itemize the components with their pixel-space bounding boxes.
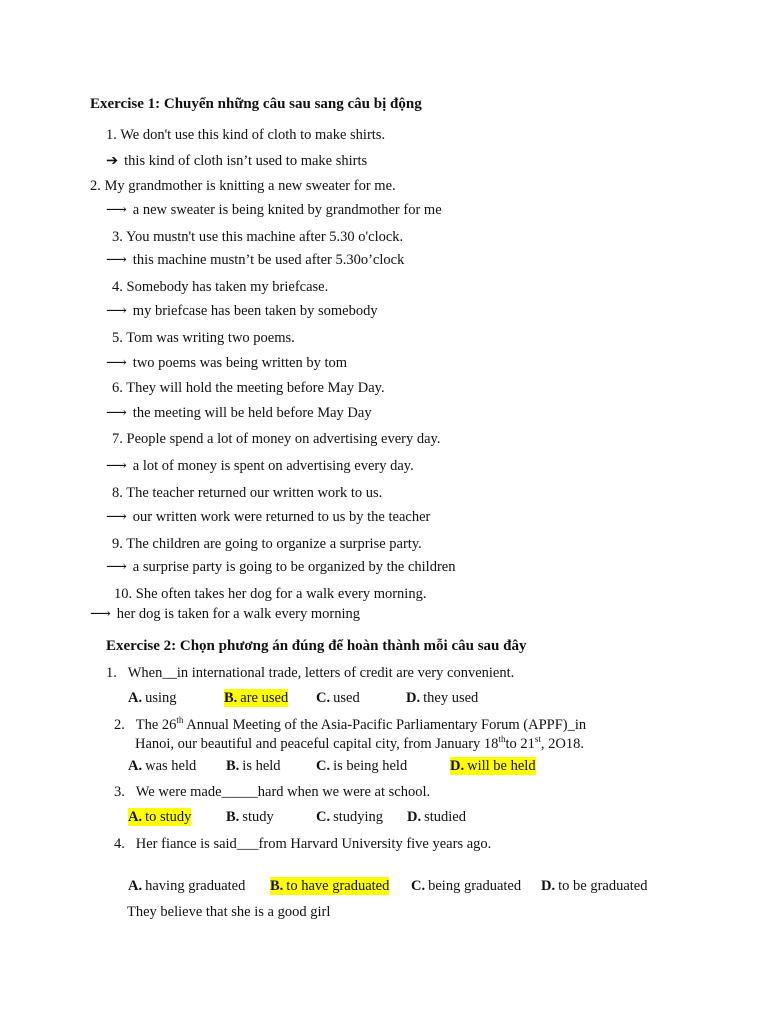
option-d-highlighted[interactable]: D. will be held [450, 758, 536, 774]
option-b[interactable]: B. study [226, 809, 274, 825]
option-a-highlighted[interactable]: A. to study [128, 809, 192, 825]
ex1-question-7: 7. People spend a lot of money on advertising every day. [112, 431, 441, 447]
option-d[interactable]: D. studied [407, 809, 466, 825]
ex1-answer-6: ⟶ the meeting will be held before May Day [106, 405, 372, 421]
option-c[interactable]: C. used [316, 690, 360, 706]
ex1-question-9: 9. The children are going to organize a surprise party. [112, 536, 422, 552]
ex2-q4-options [128, 877, 728, 897]
option-c[interactable]: C. is being held [316, 758, 408, 774]
ex2-q3-options [128, 808, 728, 828]
option-b-highlighted[interactable]: B. to have graduated [270, 878, 390, 894]
ex2-q1-options [128, 689, 728, 709]
option-a[interactable]: A. having graduated [128, 878, 246, 894]
option-d[interactable]: D. they used [406, 690, 479, 706]
arrow-right-icon: ⟶ [106, 509, 127, 525]
option-d[interactable]: D. to be graduated [541, 878, 648, 894]
ex1-answer-9: ⟶ a surprise party is going to be organized by the children [106, 559, 456, 575]
ex1-question-3: 3. You mustn't use this machine after 5.30 o'clock. [112, 229, 404, 245]
ex1-question-6: 6. They will hold the meeting before May Day. [112, 380, 385, 396]
ex2-question-2-cont: Hanoi, our beautiful and peaceful capital city, from January 18thto 21st, 2O18. [135, 734, 584, 752]
ex2-question-1: 1. When__in international trade, letters of credit are very convenient. [106, 665, 515, 681]
ex1-answer-5: ⟶ two poems was being written by tom [106, 355, 348, 371]
ex1-answer-10: ⟶ her dog is taken for a walk every morning [90, 606, 360, 622]
ex2-question-4: 4. Her fiance is said___from Harvard University five years ago. [114, 836, 492, 852]
ex1-question-10: 10. She often takes her dog for a walk every morning. [114, 586, 427, 602]
arrow-right-icon: ➔ [106, 153, 119, 169]
arrow-right-icon: ⟶ [106, 355, 127, 371]
arrow-right-icon: ⟶ [106, 303, 127, 319]
exercise-2-title: Exercise 2: Chọn phương án đúng để hoàn thành mỗi câu sau đây [106, 638, 527, 654]
option-c[interactable]: C. studying [316, 809, 384, 825]
ex1-answer-3: ⟶ this machine mustn’t be used after 5.30o’clock [106, 252, 405, 268]
arrow-right-icon: ⟶ [106, 252, 127, 268]
arrow-right-icon: ⟶ [106, 559, 127, 575]
arrow-right-icon: ⟶ [106, 202, 127, 218]
ex1-question-5: 5. Tom was writing two poems. [112, 330, 295, 346]
ex1-question-8: 8. The teacher returned our written work to us. [112, 485, 383, 501]
option-c[interactable]: C. being graduated [411, 878, 522, 894]
ex1-question-2: 2. My grandmother is knitting a new sweater for me. [90, 178, 396, 194]
ex2-q2-options [128, 757, 728, 777]
arrow-right-icon: ⟶ [90, 606, 111, 622]
ex2-question-3: 3. We were made_____hard when we were at school. [114, 784, 431, 800]
ex1-answer-7: ⟶ a lot of money is spent on advertising every day. [106, 458, 414, 474]
option-b-highlighted[interactable]: B. are used [224, 690, 289, 706]
ex1-question-4: 4. Somebody has taken my briefcase. [112, 279, 329, 295]
ex1-answer-2: ⟶ a new sweater is being knited by grandmother for me [106, 202, 442, 218]
ex1-answer-4: ⟶ my briefcase has been taken by somebody [106, 303, 378, 319]
ex1-answer-8: ⟶ our written work were returned to us by the teacher [106, 509, 431, 525]
arrow-right-icon: ⟶ [106, 458, 127, 474]
option-a[interactable]: A. was held [128, 758, 197, 774]
exercise-1-title: Exercise 1: Chuyển những câu sau sang câu bị động [90, 96, 422, 112]
ex1-question-1: 1. We don't use this kind of cloth to make shirts. [106, 127, 386, 143]
option-b[interactable]: B. is held [226, 758, 281, 774]
arrow-right-icon: ⟶ [106, 405, 127, 421]
option-a[interactable]: A. using [128, 690, 177, 706]
ex1-answer-1: ➔ this kind of cloth isn’t used to make shirts [106, 153, 368, 169]
ex2-question-2: 2. The 26th Annual Meeting of the Asia-Pacific Parliamentary Forum (APPF)_in [114, 715, 587, 733]
footer-sentence: They believe that she is a good girl [127, 904, 331, 920]
